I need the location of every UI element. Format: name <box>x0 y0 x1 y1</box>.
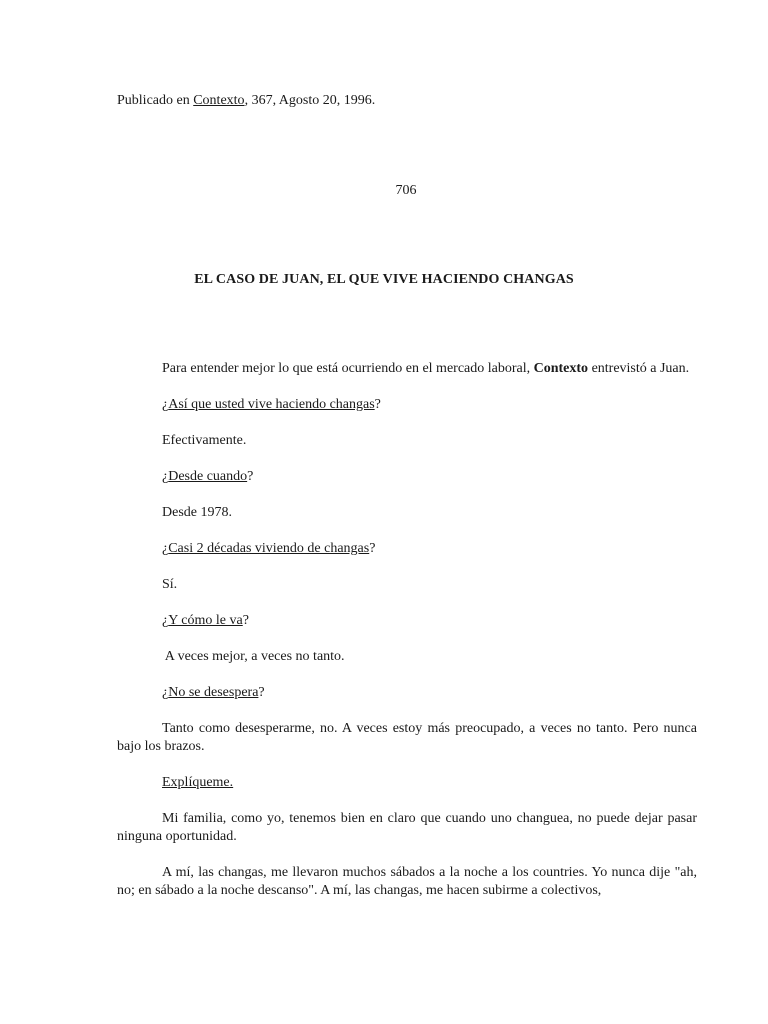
prompt-text: Explíqueme. <box>162 775 234 790</box>
question-text: Así que usted vive haciendo changas <box>168 397 375 412</box>
answer: A veces mejor, a veces no tanto. <box>162 649 345 664</box>
page-number: 706 <box>395 183 417 198</box>
intro-text: Para entender mejor lo que está ocurriendo en el mercado laboral, <box>162 361 534 376</box>
question: ¿Así que usted vive haciendo changas? <box>162 397 381 412</box>
question-text: Desde cuando <box>168 469 248 484</box>
answer: Tanto como desesperarme, no. A veces estoy más preocupado, a veces no tanto. Pero nunca bajo los brazos. <box>117 721 697 754</box>
article-title: EL CASO DE JUAN, EL QUE VIVE HACIENDO CHANGAS <box>194 272 574 287</box>
intro-text-end: entrevistó a Juan. <box>588 361 690 376</box>
body-paragraph: Mi familia, como yo, tenemos bien en claro que cuando uno changuea, no puede dejar pasar ninguna oportunidad. <box>117 811 697 844</box>
question: ¿Casi 2 décadas viviendo de changas? <box>162 541 376 556</box>
publication-suffix: , 367, Agosto 20, 1996. <box>244 93 376 108</box>
question-text: Casi 2 décadas viviendo de changas <box>168 541 370 556</box>
question: ¿No se desespera? <box>162 685 265 700</box>
answer: Efectivamente. <box>162 433 247 448</box>
prompt <box>117 774 697 792</box>
intro-journal-name: Contexto <box>533 361 589 376</box>
publication-prefix: Publicado en <box>117 93 194 108</box>
question: ¿Y cómo le va? <box>162 613 249 628</box>
question-text: Y cómo le va <box>168 613 243 628</box>
body-paragraph: A mí, las changas, me llevaron muchos sábados a la noche a los countries. Yo nunca dije "ah, no; en sábado a la noche descanso". A mí, las changas, me hacen subirme a colectivos, <box>117 865 697 898</box>
question: ¿Desde cuando? <box>162 469 254 484</box>
article-body <box>117 360 697 900</box>
intro-paragraph <box>117 360 697 378</box>
question-text: No se desespera <box>168 685 259 700</box>
publication-line <box>117 93 375 109</box>
answer: Desde 1978. <box>162 505 232 520</box>
answer: Sí. <box>162 577 178 592</box>
journal-name: Contexto <box>193 93 245 108</box>
